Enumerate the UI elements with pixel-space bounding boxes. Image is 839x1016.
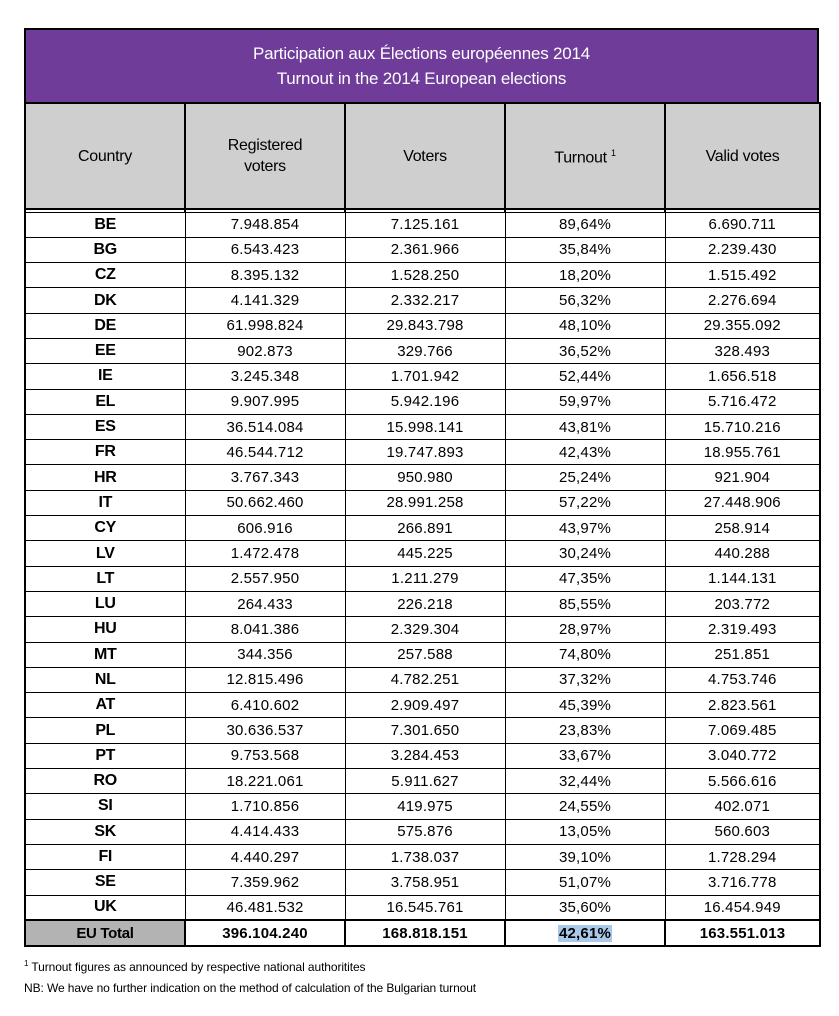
- cell-valid-votes: 6.690.711: [665, 212, 820, 237]
- table-row: [25, 237, 820, 262]
- cell-country: LU: [25, 591, 185, 616]
- cell-registered-voters: 61.998.824: [185, 313, 345, 338]
- cell-turnout: 35,84%: [505, 237, 665, 262]
- cell-turnout: 47,35%: [505, 566, 665, 591]
- cell-valid-votes: 3.040.772: [665, 743, 820, 768]
- title-english: Turnout in the 2014 European elections: [276, 69, 567, 88]
- table-row: [25, 844, 820, 869]
- cell-turnout: 43,97%: [505, 516, 665, 541]
- cell-turnout: 57,22%: [505, 490, 665, 515]
- cell-valid-votes: 7.069.485: [665, 718, 820, 743]
- cell-voters: 28.991.258: [345, 490, 505, 515]
- cell-valid-votes: 15.710.216: [665, 414, 820, 439]
- cell-valid-votes: 5.566.616: [665, 769, 820, 794]
- cell-valid-votes: 2.319.493: [665, 617, 820, 642]
- cell-voters: 3.284.453: [345, 743, 505, 768]
- cell-valid-votes: 16.454.949: [665, 895, 820, 920]
- cell-voters: 266.891: [345, 516, 505, 541]
- eu-total-turnout-selected-text[interactable]: 42,61%: [558, 924, 612, 942]
- cell-registered-voters: 606.916: [185, 516, 345, 541]
- cell-country: BG: [25, 237, 185, 262]
- cell-turnout: 52,44%: [505, 364, 665, 389]
- cell-registered-voters: 6.410.602: [185, 693, 345, 718]
- cell-voters: 2.332.217: [345, 288, 505, 313]
- cell-country: LV: [25, 541, 185, 566]
- cell-turnout: 18,20%: [505, 263, 665, 288]
- cell-registered-voters: 8.395.132: [185, 263, 345, 288]
- table-row: [25, 642, 820, 667]
- table-row: [25, 591, 820, 616]
- cell-valid-votes: 251.851: [665, 642, 820, 667]
- eu-total-registered: 396.104.240: [185, 920, 345, 946]
- cell-voters: 419.975: [345, 794, 505, 819]
- cell-registered-voters: 902.873: [185, 338, 345, 363]
- cell-country: CY: [25, 516, 185, 541]
- header-turnout-label: Turnout: [554, 149, 607, 167]
- cell-country: IT: [25, 490, 185, 515]
- table-row: [25, 819, 820, 844]
- cell-registered-voters: 4.141.329: [185, 288, 345, 313]
- cell-country: BE: [25, 212, 185, 237]
- cell-registered-voters: 3.767.343: [185, 465, 345, 490]
- eu-total-voters: 168.818.151: [345, 920, 505, 946]
- cell-country: FI: [25, 844, 185, 869]
- cell-voters: 2.909.497: [345, 693, 505, 718]
- cell-registered-voters: 8.041.386: [185, 617, 345, 642]
- cell-valid-votes: 560.603: [665, 819, 820, 844]
- cell-registered-voters: 1.472.478: [185, 541, 345, 566]
- table-row: [25, 288, 820, 313]
- cell-country: DK: [25, 288, 185, 313]
- cell-valid-votes: 2.276.694: [665, 288, 820, 313]
- cell-voters: 329.766: [345, 338, 505, 363]
- cell-valid-votes: 4.753.746: [665, 667, 820, 692]
- cell-country: AT: [25, 693, 185, 718]
- cell-voters: 1.528.250: [345, 263, 505, 288]
- cell-turnout: 59,97%: [505, 389, 665, 414]
- footnote-turnout: [24, 953, 819, 978]
- table-row: [25, 338, 820, 363]
- title-french: Participation aux Élections européennes 2014: [252, 44, 591, 63]
- cell-country: SI: [25, 794, 185, 819]
- cell-registered-voters: 6.543.423: [185, 237, 345, 262]
- footnotes: [24, 953, 819, 999]
- table-row: [25, 667, 820, 692]
- table-title-banner: [24, 28, 819, 102]
- cell-voters: 445.225: [345, 541, 505, 566]
- cell-voters: 1.701.942: [345, 364, 505, 389]
- cell-turnout: 37,32%: [505, 667, 665, 692]
- cell-country: PT: [25, 743, 185, 768]
- cell-registered-voters: 4.414.433: [185, 819, 345, 844]
- cell-voters: 226.218: [345, 591, 505, 616]
- eu-total-valid-votes: 163.551.013: [665, 920, 820, 946]
- cell-registered-voters: 12.815.496: [185, 667, 345, 692]
- table-row: [25, 541, 820, 566]
- cell-country: EL: [25, 389, 185, 414]
- table-row: [25, 743, 820, 768]
- cell-turnout: 25,24%: [505, 465, 665, 490]
- cell-turnout: 28,97%: [505, 617, 665, 642]
- cell-turnout: 51,07%: [505, 870, 665, 895]
- table-row: [25, 769, 820, 794]
- eu-total-row: [25, 920, 820, 946]
- table-row: [25, 490, 820, 515]
- cell-turnout: 23,83%: [505, 718, 665, 743]
- table-row: [25, 566, 820, 591]
- header-registered-line1: Registered: [227, 137, 303, 154]
- cell-valid-votes: 1.144.131: [665, 566, 820, 591]
- cell-country: HR: [25, 465, 185, 490]
- cell-voters: 257.588: [345, 642, 505, 667]
- cell-valid-votes: 328.493: [665, 338, 820, 363]
- eu-total-turnout: [505, 920, 665, 946]
- table-row: [25, 895, 820, 920]
- cell-registered-voters: 46.481.532: [185, 895, 345, 920]
- cell-turnout: 42,43%: [505, 440, 665, 465]
- cell-registered-voters: 4.440.297: [185, 844, 345, 869]
- cell-country: NL: [25, 667, 185, 692]
- cell-registered-voters: 9.753.568: [185, 743, 345, 768]
- cell-valid-votes: 440.288: [665, 541, 820, 566]
- turnout-table: [24, 102, 821, 947]
- cell-turnout: 74,80%: [505, 642, 665, 667]
- header-registered-voters: [185, 103, 345, 209]
- cell-registered-voters: 1.710.856: [185, 794, 345, 819]
- cell-turnout: 39,10%: [505, 844, 665, 869]
- cell-turnout: 85,55%: [505, 591, 665, 616]
- cell-valid-votes: 29.355.092: [665, 313, 820, 338]
- cell-voters: 575.876: [345, 819, 505, 844]
- cell-country: SK: [25, 819, 185, 844]
- cell-turnout: 24,55%: [505, 794, 665, 819]
- footnote-mark: 1: [24, 959, 29, 969]
- header-voters: Voters: [345, 103, 505, 209]
- cell-valid-votes: 1.515.492: [665, 263, 820, 288]
- cell-registered-voters: 9.907.995: [185, 389, 345, 414]
- cell-registered-voters: 50.662.460: [185, 490, 345, 515]
- table-row: [25, 516, 820, 541]
- cell-voters: 5.911.627: [345, 769, 505, 794]
- cell-valid-votes: 921.904: [665, 465, 820, 490]
- cell-turnout: 33,67%: [505, 743, 665, 768]
- cell-registered-voters: 7.948.854: [185, 212, 345, 237]
- table-row: [25, 870, 820, 895]
- cell-country: EE: [25, 338, 185, 363]
- table-row: [25, 465, 820, 490]
- cell-turnout: 89,64%: [505, 212, 665, 237]
- cell-turnout: 30,24%: [505, 541, 665, 566]
- table-row: [25, 263, 820, 288]
- table-row: [25, 718, 820, 743]
- header-country: Country: [25, 103, 185, 209]
- cell-voters: 5.942.196: [345, 389, 505, 414]
- cell-country: MT: [25, 642, 185, 667]
- cell-voters: 15.998.141: [345, 414, 505, 439]
- cell-country: SE: [25, 870, 185, 895]
- cell-turnout: 36,52%: [505, 338, 665, 363]
- cell-registered-voters: 2.557.950: [185, 566, 345, 591]
- cell-turnout: 48,10%: [505, 313, 665, 338]
- cell-registered-voters: 264.433: [185, 591, 345, 616]
- footnote-nb: NB: We have no further indication on the method of calculation of the Bulgarian turnout: [24, 981, 477, 996]
- cell-voters: 16.545.761: [345, 895, 505, 920]
- cell-voters: 3.758.951: [345, 870, 505, 895]
- cell-country: ES: [25, 414, 185, 439]
- table-row: [25, 212, 820, 237]
- cell-registered-voters: 18.221.061: [185, 769, 345, 794]
- table-row: [25, 364, 820, 389]
- cell-turnout: 45,39%: [505, 693, 665, 718]
- cell-voters: 1.211.279: [345, 566, 505, 591]
- cell-valid-votes: 27.448.906: [665, 490, 820, 515]
- cell-turnout: 35,60%: [505, 895, 665, 920]
- cell-valid-votes: 1.728.294: [665, 844, 820, 869]
- table-row: [25, 313, 820, 338]
- cell-valid-votes: 1.656.518: [665, 364, 820, 389]
- cell-registered-voters: 7.359.962: [185, 870, 345, 895]
- cell-country: HU: [25, 617, 185, 642]
- cell-registered-voters: 3.245.348: [185, 364, 345, 389]
- cell-valid-votes: 258.914: [665, 516, 820, 541]
- cell-turnout: 32,44%: [505, 769, 665, 794]
- table-row: [25, 617, 820, 642]
- table-row: [25, 693, 820, 718]
- cell-valid-votes: 3.716.778: [665, 870, 820, 895]
- cell-voters: 29.843.798: [345, 313, 505, 338]
- cell-voters: 4.782.251: [345, 667, 505, 692]
- cell-voters: 2.329.304: [345, 617, 505, 642]
- cell-country: LT: [25, 566, 185, 591]
- cell-country: CZ: [25, 263, 185, 288]
- cell-country: PL: [25, 718, 185, 743]
- cell-country: DE: [25, 313, 185, 338]
- header-row: [25, 103, 820, 209]
- eu-total-label: EU Total: [25, 920, 185, 946]
- footnote-turnout-text: Turnout figures as announced by respective national authoritites: [31, 960, 366, 975]
- cell-country: RO: [25, 769, 185, 794]
- cell-voters: 19.747.893: [345, 440, 505, 465]
- table-row: [25, 389, 820, 414]
- cell-registered-voters: 36.514.084: [185, 414, 345, 439]
- cell-country: UK: [25, 895, 185, 920]
- cell-registered-voters: 46.544.712: [185, 440, 345, 465]
- cell-voters: 1.738.037: [345, 844, 505, 869]
- cell-voters: 950.980: [345, 465, 505, 490]
- cell-registered-voters: 30.636.537: [185, 718, 345, 743]
- cell-voters: 7.301.650: [345, 718, 505, 743]
- cell-voters: 7.125.161: [345, 212, 505, 237]
- turnout-table-sheet: [24, 28, 819, 999]
- cell-valid-votes: 402.071: [665, 794, 820, 819]
- cell-valid-votes: 18.955.761: [665, 440, 820, 465]
- table-row: [25, 440, 820, 465]
- header-turnout-footnote-mark: 1: [610, 148, 616, 159]
- table-row: [25, 794, 820, 819]
- table-row: [25, 414, 820, 439]
- cell-valid-votes: 2.823.561: [665, 693, 820, 718]
- header-turnout: [505, 103, 665, 209]
- cell-valid-votes: 203.772: [665, 591, 820, 616]
- cell-turnout: 43,81%: [505, 414, 665, 439]
- cell-turnout: 13,05%: [505, 819, 665, 844]
- cell-country: IE: [25, 364, 185, 389]
- cell-voters: 2.361.966: [345, 237, 505, 262]
- cell-valid-votes: 5.716.472: [665, 389, 820, 414]
- cell-registered-voters: 344.356: [185, 642, 345, 667]
- header-registered-line2: voters: [244, 158, 286, 175]
- cell-country: FR: [25, 440, 185, 465]
- header-valid-votes: Valid votes: [665, 103, 820, 209]
- cell-turnout: 56,32%: [505, 288, 665, 313]
- cell-valid-votes: 2.239.430: [665, 237, 820, 262]
